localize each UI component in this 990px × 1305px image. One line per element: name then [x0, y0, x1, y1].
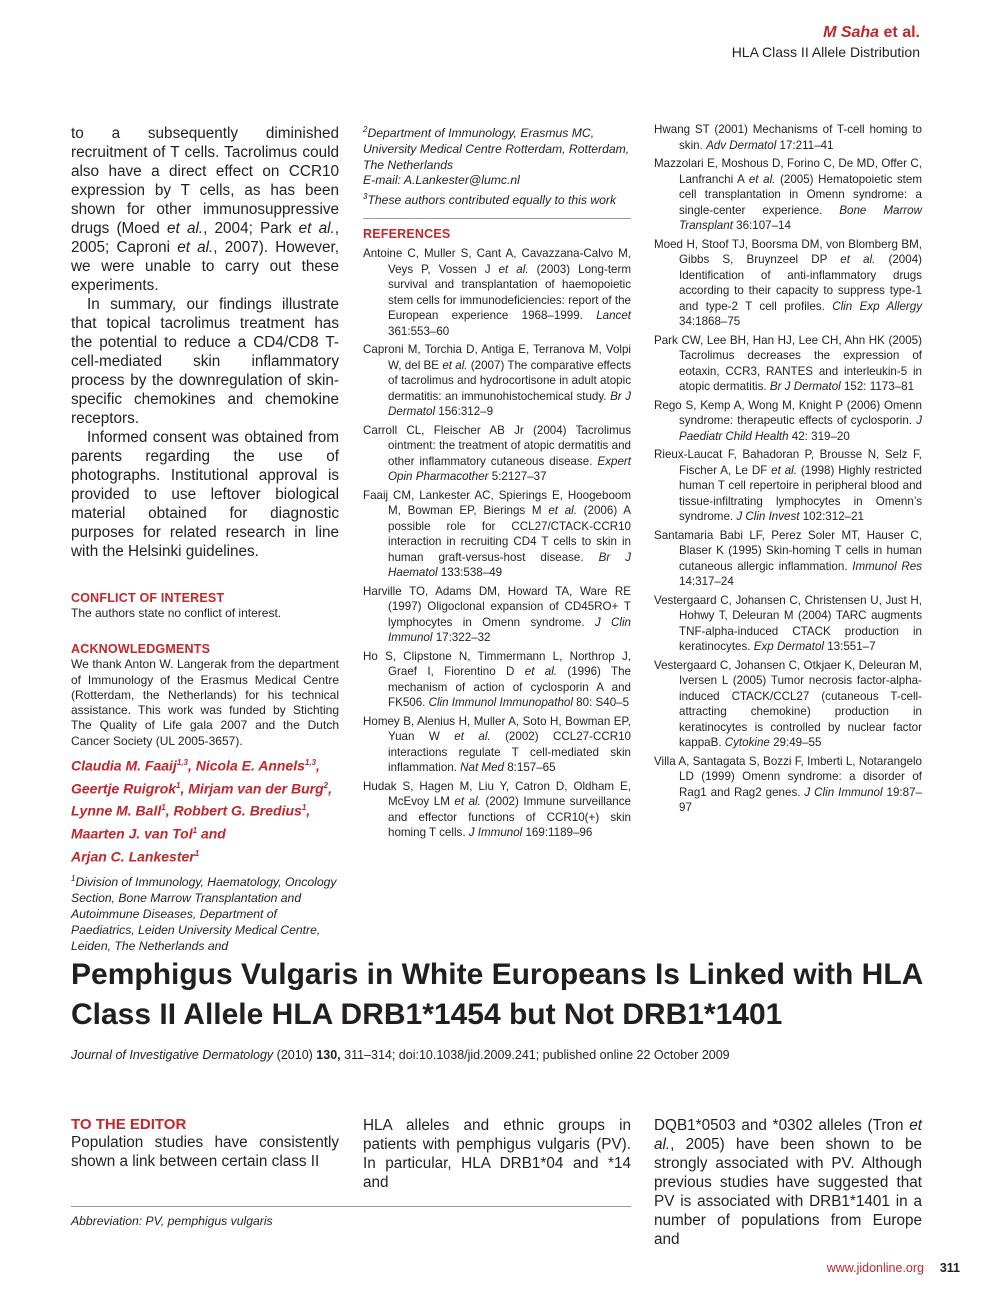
body-paragraph: DQB1*0503 and *0302 alleles (Tron et al., 2005) have been shown to be strongly associated with PV. Although previous studies have suggested that PV is associated with DRB1*1401 in a number of populations from Europe and — [654, 1117, 922, 1248]
body-paragraph: Population studies have consistently shown a link between certain class II — [71, 1134, 339, 1170]
reference-item: Rieux-Laucat F, Bahadoran P, Brousse N, Selz F, Fischer A, Le DF et al. (1998) Highly restricted human T cell repertoire in peripheral blood and tissue-infiltrating lymphocytes in Omenn’s syndrome. J Clin Invest 102:312–21 — [654, 448, 922, 523]
reference-item: Faaij CM, Lankester AC, Spierings E, Hoogeboom M, Bowman EP, Bierings M et al. (2006) A possible role for CCL27/CTACK-CCR10 interaction in recruiting CD4 T cells to skin in human graft-versus-host disease. Br J Haematol 133:538–49 — [363, 488, 631, 580]
affiliation: $^2$Department of Immunology, Erasmus MC, University Medical Centre Rotterdam, Rotterdam, The Netherlands E-mail: A.Lankester@lumc.nl $^3$These authors contributed equally to this work — [363, 125, 630, 208]
reference-list — [363, 246, 631, 841]
previous-article-column-2 — [363, 122, 631, 844]
reference-item: Ho S, Clipstone N, Timmermann L, Northrop J, Graef I, Fiorentino D et al. (1996) The mechanism of action of cyclosporin A and FK506. Clin Immunol Immunopathol 80: S40–5 — [363, 649, 631, 710]
reference-item: Mazzolari E, Moshous D, Forino C, De MD, Offer C, Lanfranchi A et al. (2005) Hematopoietic stem cell transplantation in Omenn syndrome: a single-center experience. Bone Marrow Transplant 36:107–14 — [654, 157, 922, 232]
article-title: Pemphigus Vulgaris in White Europeans Is Linked with HLA Class II Allele HLA DRB1*1454 but Not DRB1*1401 — [71, 958, 923, 1031]
reference-item: Homey B, Alenius H, Muller A, Soto H, Bowman EP, Yuan W et al. (2002) CCL27-CCR10 interactions regulate T cell-mediated skin inflammation. Nat Med 8:157–65 — [363, 714, 631, 775]
author-name: Claudia M. Faaij — [71, 757, 177, 774]
running-head-authors — [823, 24, 920, 42]
body-paragraph: Informed consent was obtained from parents regarding the use of photographs. Institutional approval is provided to use leftover biological material obtained for diagnostic purposes for related research in line with the Helsinki guidelines. — [71, 429, 339, 560]
running-head-etal: et al. — [883, 24, 920, 41]
article-column-1 — [71, 1116, 339, 1171]
corresponding-email: E-mail: A.Lankester@lumc.nl — [363, 173, 520, 188]
author-name: Nicola E. Annels — [195, 757, 305, 774]
references-heading: REFERENCES — [363, 227, 451, 242]
divider — [363, 218, 631, 219]
citation-year: (2010) — [276, 1048, 313, 1062]
author-name: Geertje Ruigrok — [71, 780, 177, 797]
reference-item: Hwang ST (2001) Mechanisms of T-cell homing to skin. Adv Dermatol 17:211–41 — [654, 123, 922, 152]
running-head-author-name: M Saha — [823, 24, 880, 41]
previous-article-column-3 — [654, 122, 922, 819]
article-column-2 — [363, 1116, 631, 1192]
conflict-text: The authors state no conflict of interest. — [71, 606, 282, 620]
citation-details: 311–314; doi:10.1038/jid.2009.241; published online 22 October 2009 — [344, 1048, 730, 1062]
author-name: Mirjam van der Burg — [188, 780, 324, 797]
abbreviation-footnote: Abbreviation: PV, pemphigus vulgaris — [71, 1214, 273, 1228]
article-citation — [71, 1048, 730, 1062]
author-list: Claudia M. Faaij$^{1,3}$, Nicola E. Annels$^{1,3}$, Geertje Ruigrok$^1$, Mirjam van der Burg$^2$, Lynne M. Ball$^1$, Robbert G. Bredius$^1$, Maarten J. van Tol$^1$ and Arjan C. Lankester$^1$ — [71, 757, 332, 865]
reference-item: Carroll CL, Fleischer AB Jr (2004) Tacrolimus ointment: the treatment of atopic dermatitis and other inflammatory cutaneous disease. Expert Opin Pharmacother 5:2127–37 — [363, 423, 631, 484]
author-name: Arjan C. Lankester — [71, 848, 195, 865]
conflict-heading: CONFLICT OF INTEREST — [71, 591, 225, 605]
reference-item: Caproni M, Torchia D, Antiga E, Terranova M, Volpi W, del BE et al. (2007) The comparative effects of tacrolimus and hydrocortisone in adult atopic dermatitis: an immunohistochemical study. Br J Dermatol 156:312–9 — [363, 343, 632, 419]
reference-item: Harville TO, Adams DM, Howard TA, Ware RE (1997) Oligoclonal expansion of CD45RO+ T lymphocytes in Omenn syndrome. J Clin Immunol 17:322–32 — [363, 584, 631, 645]
to-the-editor-heading: TO THE EDITOR — [71, 1116, 187, 1133]
author-name: Robbert G. Bredius — [173, 803, 302, 820]
running-head-title: HLA Class II Allele Distribution — [731, 44, 920, 60]
page-number: 311 — [939, 1261, 960, 1275]
reference-item: Vestergaard C, Johansen C, Christensen U, Just H, Hohwy T, Deleuran M (2004) TARC augments TNF-alpha-induced CTACK production in keratinocytes. Exp Dermatol 13:551–7 — [654, 593, 922, 653]
reference-item: Park CW, Lee BH, Han HJ, Lee CH, Ahn HK (2005) Tacrolimus decreases the expression of eotaxin, CCR3, RANTES and interleukin-5 in atopic dermatitis. Br J Dermatol 152: 1173–81 — [654, 333, 922, 393]
article-column-3 — [654, 1116, 922, 1249]
reference-item: Rego S, Kemp A, Wong M, Knight P (2006) Omenn syndrome: therapeutic effects of cyclosporin. J Paediatr Child Health 42: 319–20 — [654, 398, 922, 443]
previous-article-column-1 — [71, 124, 339, 954]
author-and: and — [200, 825, 226, 842]
author-name: Lynne M. Ball — [71, 803, 162, 820]
acknowledgments-text: We thank Anton W. Langerak from the department of Immunology of the Erasmus Medical Centre (Rotterdam, the Netherlands) for his technical assistance. This work was funded by Stichting The Quality of Life gala 2007 and the Dutch Cancer Society (UL 2005-3657). — [71, 657, 339, 748]
footnote-divider — [71, 1206, 631, 1207]
reference-item: Vestergaard C, Johansen C, Otkjaer K, Deleuran M, Iversen L (2005) Tumor necrosis factor-alpha-induced CTACK/CCL27 (cutaneous T-cell-attracting chemokine) production in keratinocytes is controlled by nuclear factor kappaB. Cytokine 29:49–55 — [654, 658, 922, 749]
reference-list — [654, 122, 922, 816]
body-paragraph: to a subsequently diminished recruitment of T cells. Tacrolimus could also have a direct effect on CCR10 expression by T cells, as has been shown for other immunosuppressive drugs (Moed et al., 2004; Park et al., 2005; Caproni et al., 2007). However, we were unable to carry out these experiments. — [71, 125, 340, 294]
body-paragraph: In summary, our findings illustrate that topical tacrolimus treatment has the potential to reduce a CD4/CD8 T-cell-mediated skin inflammatory process by the downregulation of skin-specific chemokines and chemokine receptors. — [71, 296, 339, 427]
reference-item: Moed H, Stoof TJ, Boorsma DM, von Blomberg BM, Gibbs S, Bruynzeel DP et al. (2004) Identification of anti-inflammatory drugs according to their capacity to suppress type-1 and type-2 T cell profiles. Clin Exp Allergy 34:1868–75 — [654, 237, 923, 328]
reference-item: Hudak S, Hagen M, Liu Y, Catron D, Oldham E, McEvoy LM et al. (2002) Immune surveillance and effector functions of CCR10(+) skin homing T cells. J Immunol 169:1189–96 — [363, 779, 632, 840]
reference-item: Antoine C, Muller S, Cant A, Cavazzana-Calvo M, Veys P, Vossen J et al. (2003) Long-term survival and transplantation of haemopoietic stem cells for immunodeficiencies: report of the European experience 1968–1999. Lancet 361:553–60 — [363, 247, 632, 338]
body-paragraph: HLA alleles and ethnic groups in patients with pemphigus vulgaris (PV). In particular, HLA DRB1*04 and *14 and — [363, 1117, 631, 1191]
citation-journal: Journal of Investigative Dermatology — [71, 1048, 274, 1062]
journal-url-link[interactable]: www.jidonline.org — [826, 1261, 924, 1275]
reference-item: Santamaria Babi LF, Perez Soler MT, Hauser C, Blaser K (1995) Skin-homing T cells in human cutaneous allergic inflammation. Immunol Res 14:317–24 — [654, 528, 922, 588]
author-name: Maarten J. van Tol — [71, 825, 193, 842]
reference-item: Villa A, Santagata S, Bozzi F, Imberti L, Notarangelo LD (1999) Omenn syndrome: a disorder of Rag1 and Rag2 genes. J Clin Immunol 19:87–97 — [654, 754, 922, 814]
acknowledgments-heading: ACKNOWLEDGMENTS — [71, 642, 211, 657]
affiliation: $^1$Division of Immunology, Haematology, Oncology Section, Bone Marrow Transplantation and Autoimmune Diseases, Department of Paediatrics, Leiden University Medical Centre, Leiden, The Netherlands and — [71, 874, 337, 953]
citation-volume: 130, — [316, 1048, 341, 1062]
